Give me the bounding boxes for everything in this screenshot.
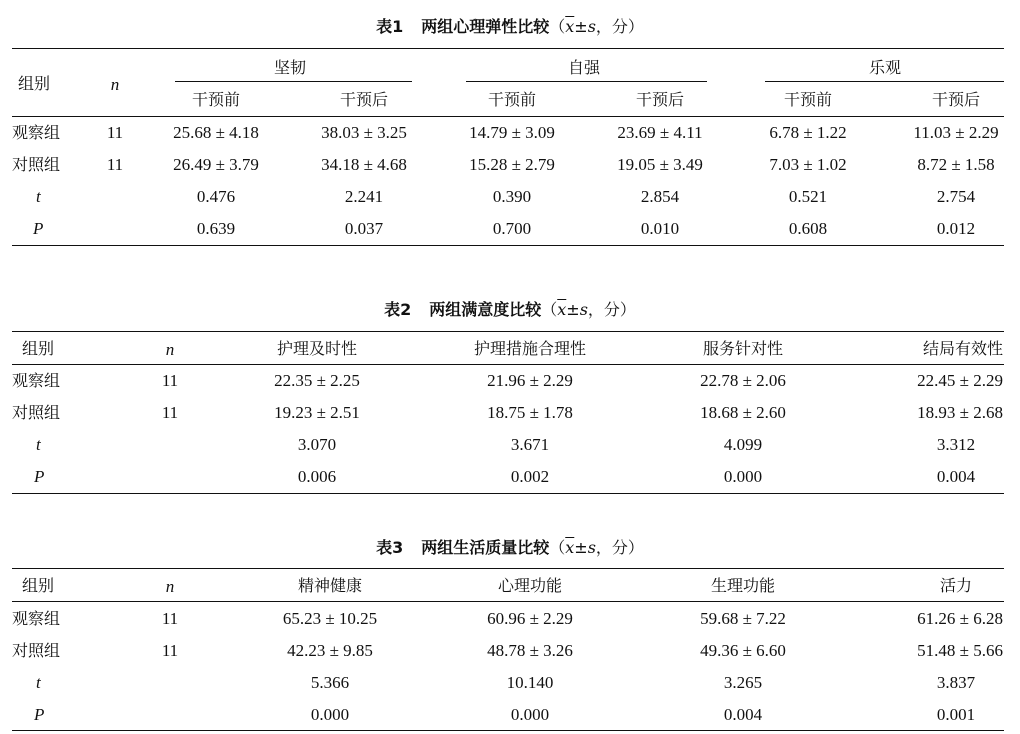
table3-col-group: 组别 [22, 576, 55, 595]
table1-cell: 19.05 ± 3.49 [617, 155, 703, 174]
table2-col-header: 结局有效性 [922, 339, 1003, 358]
table2-row-label: P [34, 467, 45, 486]
table3-cell: 42.23 ± 9.85 [287, 641, 373, 660]
table1-cell: 15.28 ± 2.79 [469, 155, 555, 174]
table1-cell: 11.03 ± 2.29 [913, 123, 999, 142]
table3-cell: 10.140 [506, 673, 554, 692]
table1-cell: 25.68 ± 4.18 [173, 123, 259, 142]
table2-bottom-rule [12, 493, 1004, 494]
table2-col-group: 组别 [22, 339, 55, 358]
table1-cell: 7.03 ± 1.02 [769, 155, 847, 174]
table1-cell: 0.010 [640, 219, 680, 238]
table3-bottom-rule [12, 730, 1004, 731]
table2-cell: 0.004 [936, 467, 976, 486]
table2-caption [0, 297, 1020, 320]
table1-col-n: n [110, 75, 120, 94]
table3-cell: 51.48 ± 5.66 [917, 641, 1003, 660]
table1-cell: 14.79 ± 3.09 [469, 123, 555, 142]
table1-caption [0, 14, 1020, 37]
table3-cell: 0.000 [310, 705, 350, 724]
table1-sub-header: 干预后 [635, 90, 685, 109]
table3-cell: 3.265 [723, 673, 763, 692]
table1-cell: 0.390 [492, 187, 532, 206]
table1-row-label: P [33, 219, 44, 238]
table1-cell: 23.69 ± 4.11 [617, 123, 703, 142]
table3-top-rule [12, 568, 1004, 569]
table2-cell: 18.93 ± 2.68 [917, 403, 1003, 422]
table1-cell: 38.03 ± 3.25 [321, 123, 407, 142]
table3-cell: 5.366 [310, 673, 350, 692]
table3-col-header: 心理功能 [497, 576, 563, 595]
table2-cell: 0.006 [297, 467, 337, 486]
table2-row-label: t [36, 435, 41, 454]
table1-cell: 0.037 [344, 219, 384, 238]
table3-cell: 0.000 [510, 705, 550, 724]
table2-cell: 22.78 ± 2.06 [700, 371, 786, 390]
table1-cell: 0.608 [788, 219, 828, 238]
table1-cell: 2.754 [936, 187, 976, 206]
table2-number: 表2 [384, 300, 412, 319]
table1-sub-header: 干预前 [191, 90, 241, 109]
table2-cell: 3.312 [936, 435, 976, 454]
table2-col-header: 护理及时性 [276, 339, 358, 358]
table3-caption [0, 535, 1020, 558]
table1-top-rule [12, 48, 1004, 49]
table2-cell: 3.070 [297, 435, 337, 454]
table2-col-header: 服务针对性 [702, 339, 784, 358]
table3-cell: 61.26 ± 6.28 [917, 609, 1003, 628]
table3-title: 两组生活质量比较 [421, 538, 550, 557]
table2-top-rule [12, 331, 1004, 332]
table1-group-rule-1 [175, 81, 412, 82]
table1-sub-header: 干预后 [339, 90, 389, 109]
table3-col-header: 活力 [939, 576, 973, 595]
table2-cell: 0.002 [510, 467, 550, 486]
table2-stat-notation: （$\overline{x}\pm s$，分） [541, 300, 636, 319]
table1-cell: 6.78 ± 1.22 [769, 123, 847, 142]
table1-row-label: 观察组 [12, 123, 61, 142]
table2-row-label: 观察组 [12, 371, 61, 390]
table3-col-n: n [165, 577, 175, 596]
table3-cell: 65.23 ± 10.25 [282, 609, 378, 628]
table2-row-label: 对照组 [12, 403, 61, 422]
table1-group-header: 坚韧 [273, 58, 307, 77]
table2-cell: 22.45 ± 2.29 [917, 371, 1003, 390]
table1-group-rule-3 [765, 81, 1004, 82]
table1-cell: 0.639 [196, 219, 236, 238]
table1-sub-header: 干预前 [487, 90, 537, 109]
table3-stat-notation: （$\overline{x}\pm s$，分） [549, 538, 644, 557]
table1-cell: 2.854 [640, 187, 680, 206]
table3-number: 表3 [376, 538, 404, 557]
table1-cell: 34.18 ± 4.68 [321, 155, 407, 174]
table2-row-n: 11 [161, 371, 179, 390]
table1-header-rule [12, 116, 1004, 117]
table1-sub-header: 干预后 [931, 90, 981, 109]
table3-cell: 60.96 ± 2.29 [487, 609, 573, 628]
table2-col-n: n [165, 340, 175, 359]
table1-cell: 0.012 [936, 219, 976, 238]
table3-cell: 3.837 [936, 673, 976, 692]
table2-cell: 21.96 ± 2.29 [487, 371, 573, 390]
table1-title: 两组心理弹性比较 [421, 17, 550, 36]
table1-row-n: 11 [106, 123, 124, 142]
table3-row-n: 11 [161, 641, 179, 660]
table1-sub-header: 干预前 [783, 90, 833, 109]
table1-bottom-rule [12, 245, 1004, 246]
table1-row-n: 11 [106, 155, 124, 174]
table1-col-group: 组别 [18, 74, 51, 93]
table1-row-label: 对照组 [12, 155, 61, 174]
table2-cell: 18.68 ± 2.60 [700, 403, 786, 422]
table1-group-header: 乐观 [868, 58, 902, 77]
table3-cell: 59.68 ± 7.22 [700, 609, 786, 628]
table1-row-label: t [36, 187, 41, 206]
table2-cell: 18.75 ± 1.78 [487, 403, 573, 422]
table1-cell: 0.476 [196, 187, 236, 206]
table1-cell: 8.72 ± 1.58 [917, 155, 995, 174]
table3-cell: 48.78 ± 3.26 [487, 641, 573, 660]
table1-cell: 0.521 [788, 187, 828, 206]
table1-cell: 2.241 [344, 187, 384, 206]
table3-header-rule [12, 601, 1004, 602]
table3-cell: 0.001 [936, 705, 976, 724]
table2-col-header: 护理措施合理性 [473, 339, 587, 358]
table3-row-n: 11 [161, 609, 179, 628]
table1-group-rule-2 [466, 81, 707, 82]
table3-col-header: 精神健康 [297, 576, 363, 595]
table3-row-label: 对照组 [12, 641, 61, 660]
table3-row-label: t [36, 673, 41, 692]
table2-title: 两组满意度比较 [429, 300, 542, 319]
table1-stat-notation: （$\overline{x}\pm s$，分） [549, 17, 644, 36]
table1-cell: 26.49 ± 3.79 [173, 155, 259, 174]
table2-cell: 0.000 [723, 467, 763, 486]
table2-row-n: 11 [161, 403, 179, 422]
table3-col-header: 生理功能 [710, 576, 776, 595]
table2-cell: 4.099 [723, 435, 763, 454]
table3-cell: 49.36 ± 6.60 [700, 641, 786, 660]
table1-group-header: 自强 [567, 58, 601, 77]
table3-row-label: P [34, 705, 45, 724]
table3-cell: 0.004 [723, 705, 763, 724]
table2-header-rule [12, 364, 1004, 365]
table2-cell: 22.35 ± 2.25 [274, 371, 360, 390]
table2-cell: 19.23 ± 2.51 [274, 403, 360, 422]
table1-cell: 0.700 [492, 219, 532, 238]
table1-number: 表1 [376, 17, 404, 36]
table2-cell: 3.671 [510, 435, 550, 454]
table3-row-label: 观察组 [12, 609, 61, 628]
